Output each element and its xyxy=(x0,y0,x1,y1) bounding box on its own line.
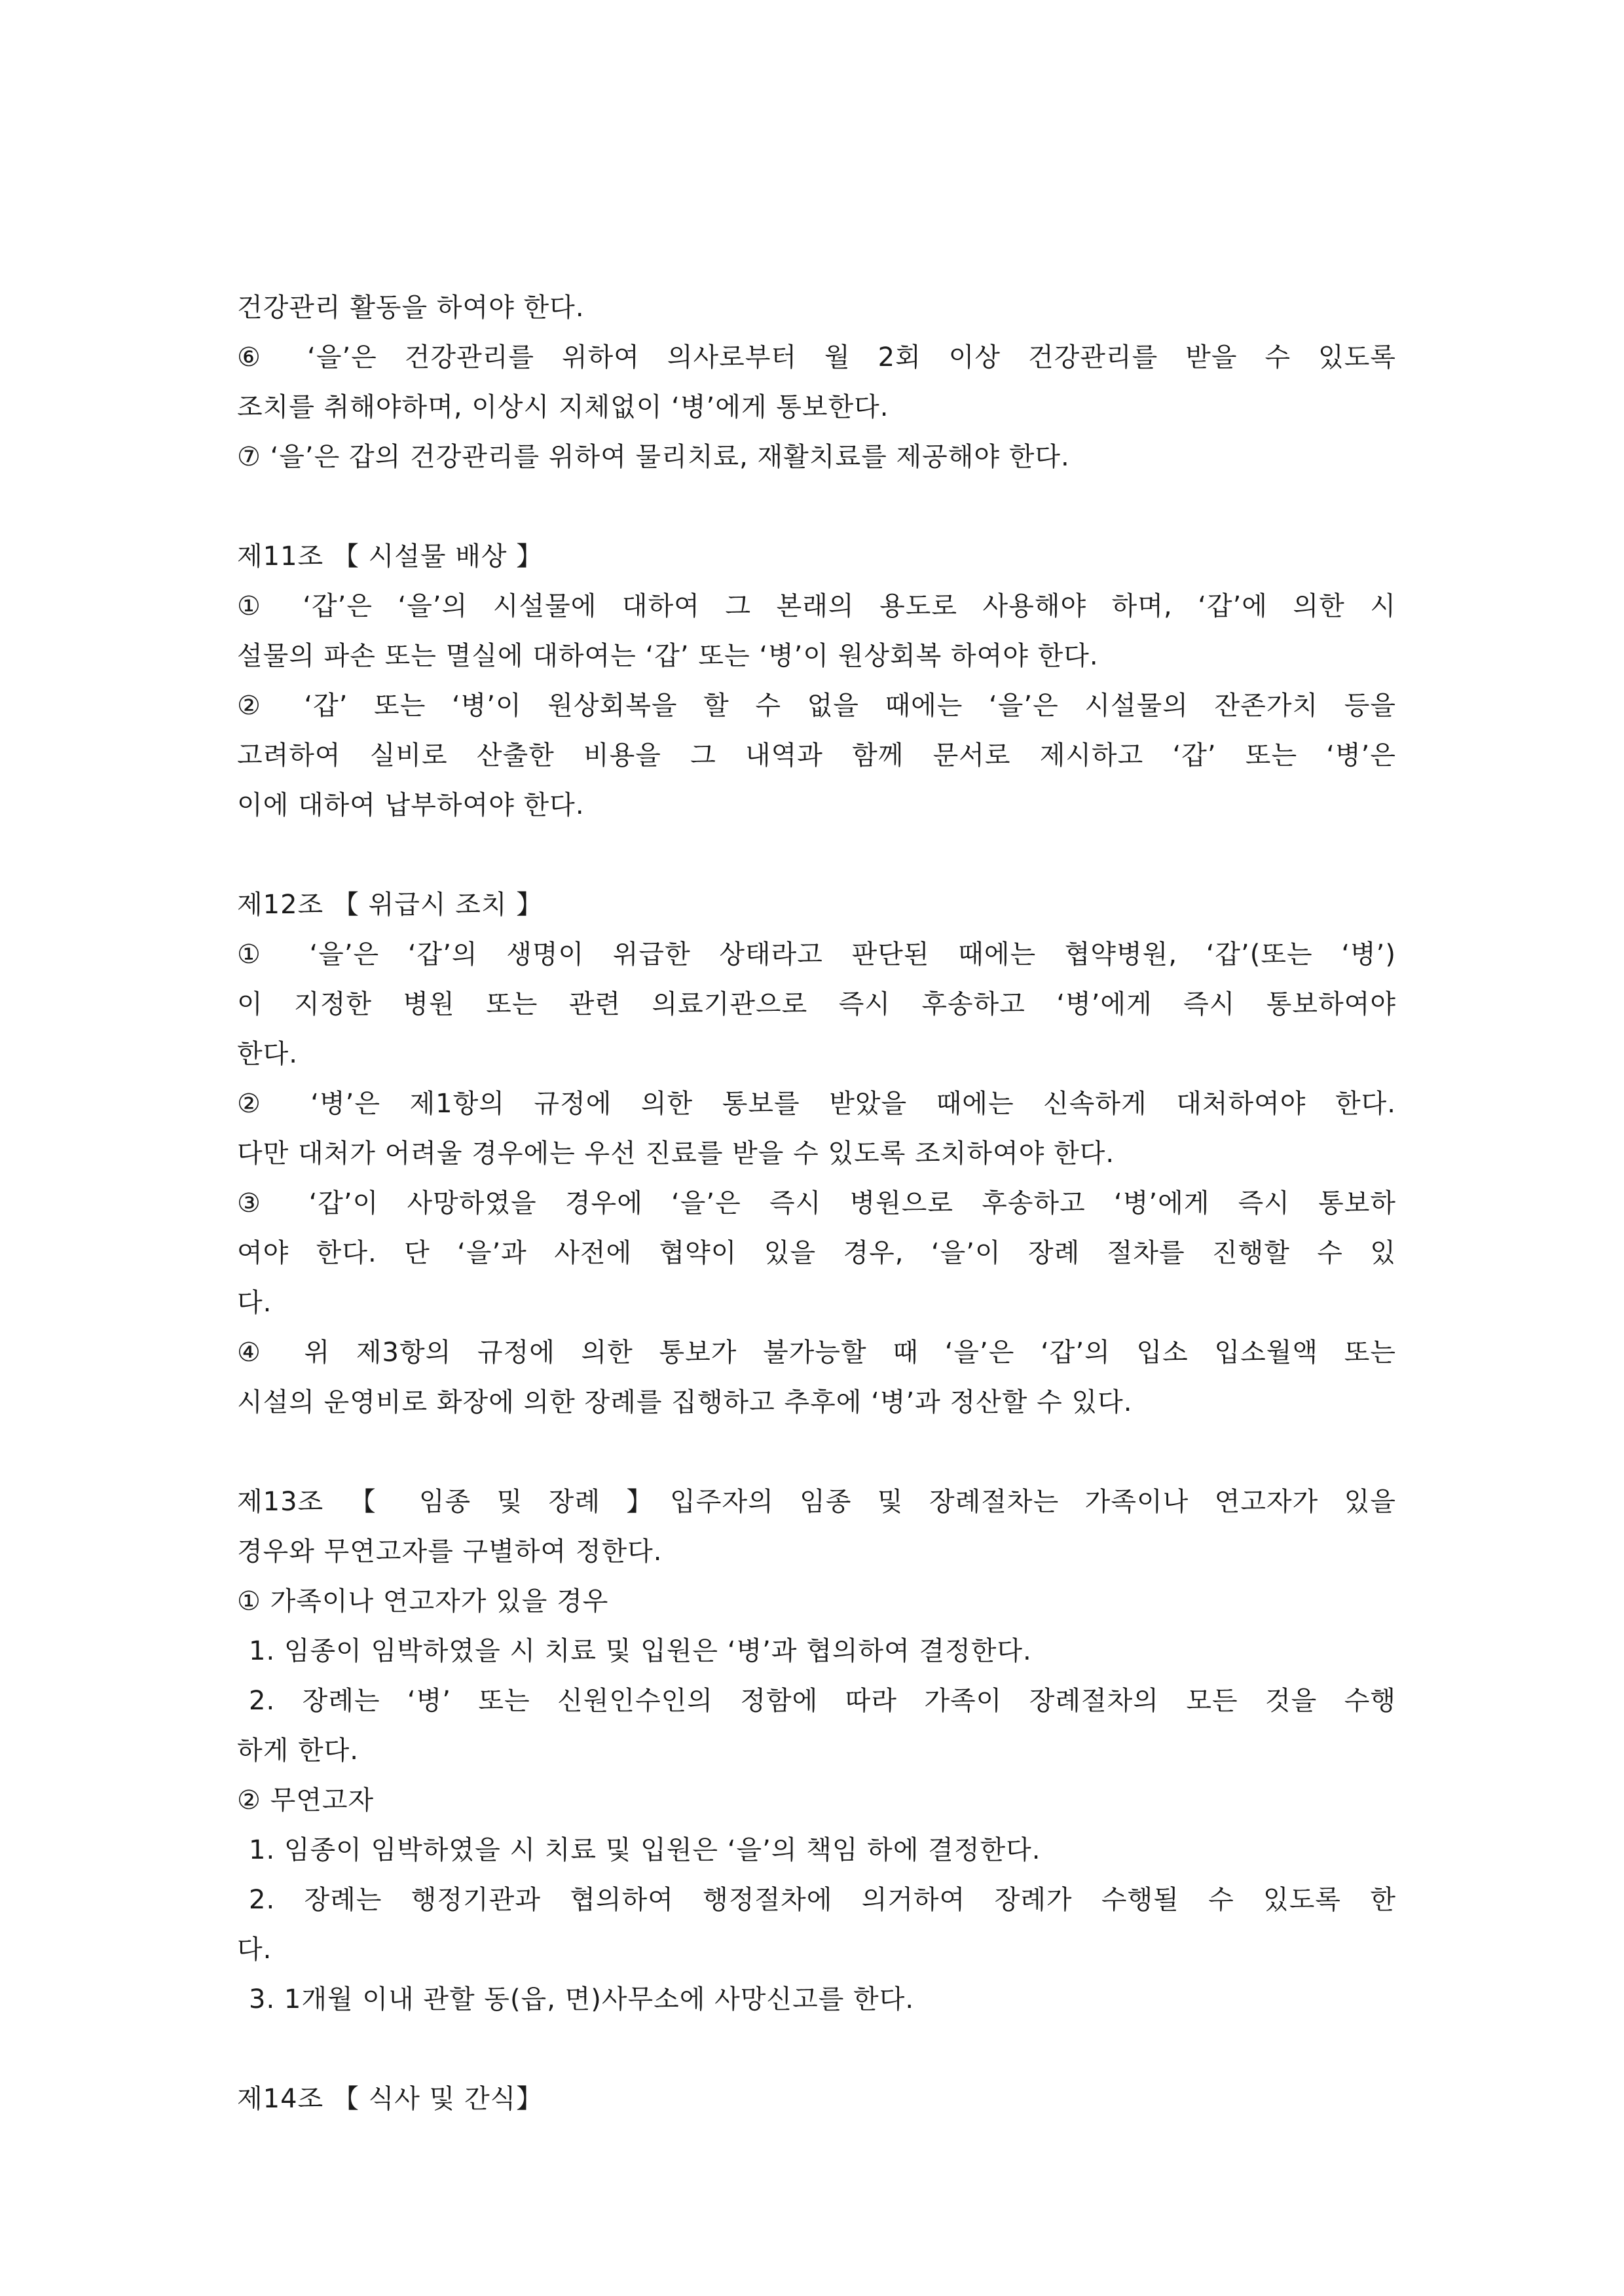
list-item: 2. 장례는 ‘병’ 또는 신원인수인의 정함에 따라 가족이 장례절차의 모든 것을 수행 xyxy=(249,1686,1396,1716)
text-line: ⑥ ‘을’은 건강관리를 위하여 의사로부터 월 2회 이상 건강관리를 받을 수 있도록 xyxy=(237,342,1396,373)
text-line: ⑦ ‘을’은 갑의 건강관리를 위하여 물리치료, 재활치료를 제공해야 한다. xyxy=(237,442,1070,472)
text-line: 시설의 운영비로 화장에 의한 장례를 집행하고 추후에 ‘병’과 정산할 수 있다. xyxy=(237,1387,1133,1417)
text-line: 다만 대처가 어려울 경우에는 우선 진료를 받을 수 있도록 조치하여야 한다. xyxy=(237,1139,1115,1169)
text-line: 이 지정한 병원 또는 관련 의료기관으로 즉시 후송하고 ‘병’에게 즉시 통보하여야 xyxy=(237,989,1396,1019)
text-line: ④ 위 제3항의 규정에 의한 통보가 불가능할 때 ‘을’은 ‘갑’의 입소 입소월액 또는 xyxy=(237,1338,1396,1368)
text-line: ③ ‘갑’이 사망하였을 경우에 ‘을’은 즉시 병원으로 후송하고 ‘병’에게 즉시 통보하 xyxy=(237,1188,1396,1218)
text-line: ② 무연고자 xyxy=(237,1785,375,1815)
text-line: ① 가족이나 연고자가 있을 경우 xyxy=(237,1586,609,1616)
article-heading-12: 제12조 【 위급시 조치 】 xyxy=(237,890,544,920)
article-heading-13: 제13조 【 임종 및 장례 】입주자의 임종 및 장례절차는 가족이나 연고자가 있을 xyxy=(237,1487,1396,1517)
list-item: 1. 임종이 임박하였을 시 치료 및 입원은 ‘병’과 협의하여 결정한다. xyxy=(249,1636,1032,1666)
article-heading-11: 제11조 【 시설물 배상 】 xyxy=(237,541,544,572)
article-heading-14: 제14조 【 식사 및 간식】 xyxy=(237,2084,544,2114)
text-line: 설물의 파손 또는 멸실에 대하여는 ‘갑’ 또는 ‘병’이 원상회복 하여야 한다. xyxy=(237,641,1099,671)
text-line: 여야 한다. 단 ‘을’과 사전에 협약이 있을 경우, ‘을’이 장례 절차를 진행할 수 있 xyxy=(237,1238,1396,1268)
text-line: ① ‘갑’은 ‘을’의 시설물에 대하여 그 본래의 용도로 사용해야 하며, ‘갑’에 의한 시 xyxy=(237,591,1396,621)
text-line: 이에 대하여 납부하여야 한다. xyxy=(237,790,585,820)
text-line: 건강관리 활동을 하여야 한다. xyxy=(237,293,585,323)
list-item: 2. 장례는 행정기관과 협의하여 행정절차에 의거하여 장례가 수행될 수 있도록 한 xyxy=(249,1885,1396,1915)
text-line: 다. xyxy=(237,1935,272,1965)
text-line: 조치를 취해야하며, 이상시 지체없이 ‘병’에게 통보한다. xyxy=(237,392,889,422)
text-line: 다. xyxy=(237,1288,272,1318)
text-line: ① ‘을’은 ‘갑’의 생명이 위급한 상태라고 판단된 때에는 협약병원, ‘갑’(또는 ‘병’) xyxy=(237,939,1396,970)
list-item: 1. 임종이 임박하였을 시 치료 및 입원은 ‘을’의 책임 하에 결정한다. xyxy=(249,1835,1041,1865)
document-body xyxy=(237,283,1396,2124)
paragraph-gap xyxy=(237,482,1396,532)
paragraph-gap xyxy=(237,830,1396,880)
text-line: ② ‘병’은 제1항의 규정에 의한 통보를 받았을 때에는 신속하게 대처하여야 한다. xyxy=(237,1089,1396,1119)
text-line: 고려하여 실비로 산출한 비용을 그 내역과 함께 문서로 제시하고 ‘갑’ 또는 ‘병’은 xyxy=(237,740,1396,771)
text-line: 한다. xyxy=(237,1039,298,1069)
text-line: 경우와 무연고자를 구별하여 정한다. xyxy=(237,1537,663,1567)
text-line: 하게 한다. xyxy=(237,1736,359,1766)
paragraph-gap xyxy=(237,1427,1396,1477)
list-item: 3. 1개월 이내 관할 동(읍, 면)사무소에 사망신고를 한다. xyxy=(249,1984,915,2014)
text-line: ② ‘갑’ 또는 ‘병’이 원상회복을 할 수 없을 때에는 ‘을’은 시설물의 잔존가치 등을 xyxy=(237,691,1396,721)
paragraph-gap xyxy=(237,2024,1396,2074)
